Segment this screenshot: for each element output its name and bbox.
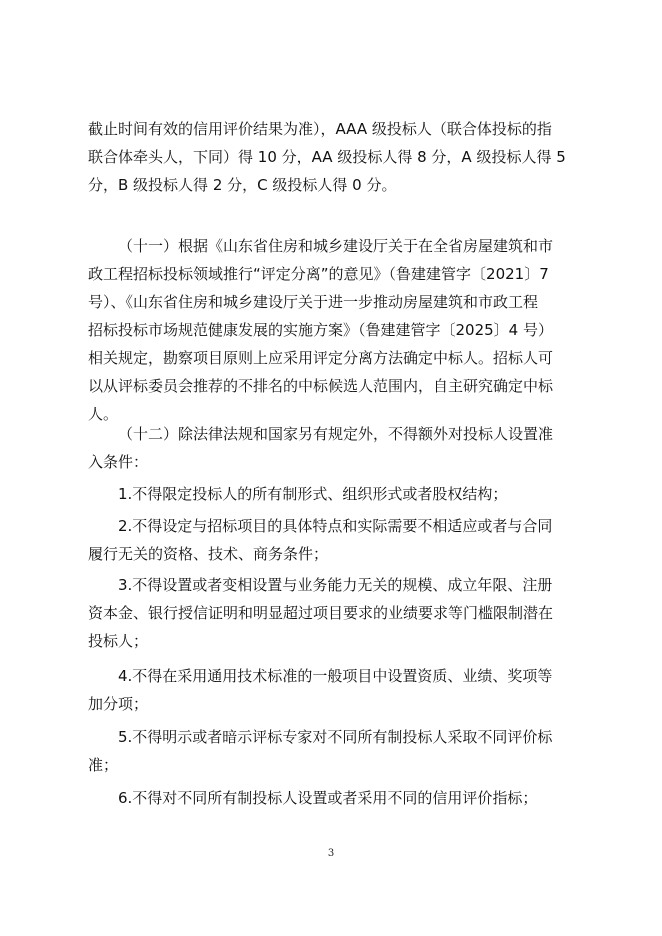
list-item-6 — [88, 784, 580, 812]
text-line: 4.不得在采用通用技术标准的一般项目中设置资质、业绩、奖项等 — [118, 667, 553, 685]
list-item-1 — [88, 480, 580, 508]
text-line: 政工程招标投标领域推行“评定分离”的意见》（鲁建建管字〔2021〕7 — [88, 265, 549, 283]
text-line: 3.不得设置或者变相设置与业务能力无关的规模、成立年限、注册 — [118, 576, 553, 594]
text-line: （十二）除法律法规和国家另有规定外，不得额外对投标人设置准 — [118, 425, 554, 443]
text-line: 号）、《山东省住房和城乡建设厅关于进一步推动房屋建筑和市政工程 — [88, 293, 539, 311]
text-line: 截止时间有效的信用评价结果为准），AAA 级投标人（联合体投标的指 — [88, 120, 552, 138]
paragraph-credit-scoring — [88, 115, 580, 199]
text-line: 履行无关的资格、技术、商务条件； — [88, 545, 329, 563]
list-item-2 — [88, 512, 580, 568]
text-line: （十一）根据《山东省住房和城乡建设厅关于在全省房屋建筑和市 — [118, 237, 554, 255]
text-line: 人。 — [88, 405, 119, 423]
text-line: 投标人； — [88, 632, 149, 650]
text-line: 6.不得对不同所有制投标人设置或者采用不同的信用评价指标； — [118, 789, 538, 807]
text-line: 联合体牵头人，下同）得 10 分，AA 级投标人得 8 分，A 级投标人得 5 — [88, 148, 566, 166]
text-line: 入条件： — [88, 453, 149, 471]
text-line: 1.不得限定投标人的所有制形式、组织形式或者股权结构； — [118, 485, 508, 503]
text-line: 准； — [88, 756, 119, 774]
text-line: 2.不得设定与招标项目的具体特点和实际需要不相适应或者与合同 — [118, 517, 553, 535]
paragraph-item-11 — [88, 232, 580, 428]
text-line: 以从评标委员会推荐的不排名的中标候选人范围内，自主研究确定中标 — [88, 377, 554, 395]
page-number: 3 — [327, 848, 335, 859]
text-line: 相关规定，勘察项目原则上应采用评定分离方法确定中标人。招标人可 — [88, 349, 554, 367]
text-line: 加分项； — [88, 695, 149, 713]
list-item-5 — [88, 723, 580, 779]
text-line: 分，B 级投标人得 2 分，C 级投标人得 0 分。 — [88, 176, 397, 194]
text-line: 5.不得明示或者暗示评标专家对不同所有制投标人采取不同评价标 — [118, 728, 553, 746]
text-line: 资本金、银行授信证明和明显超过项目要求的业绩要求等门槛限制潜在 — [88, 604, 554, 622]
list-item-4 — [88, 662, 580, 718]
list-item-3 — [88, 571, 580, 655]
text-line: 招标投标市场规范健康发展的实施方案》（鲁建建管字〔2025〕4 号） — [88, 321, 553, 339]
paragraph-item-12 — [88, 420, 580, 476]
